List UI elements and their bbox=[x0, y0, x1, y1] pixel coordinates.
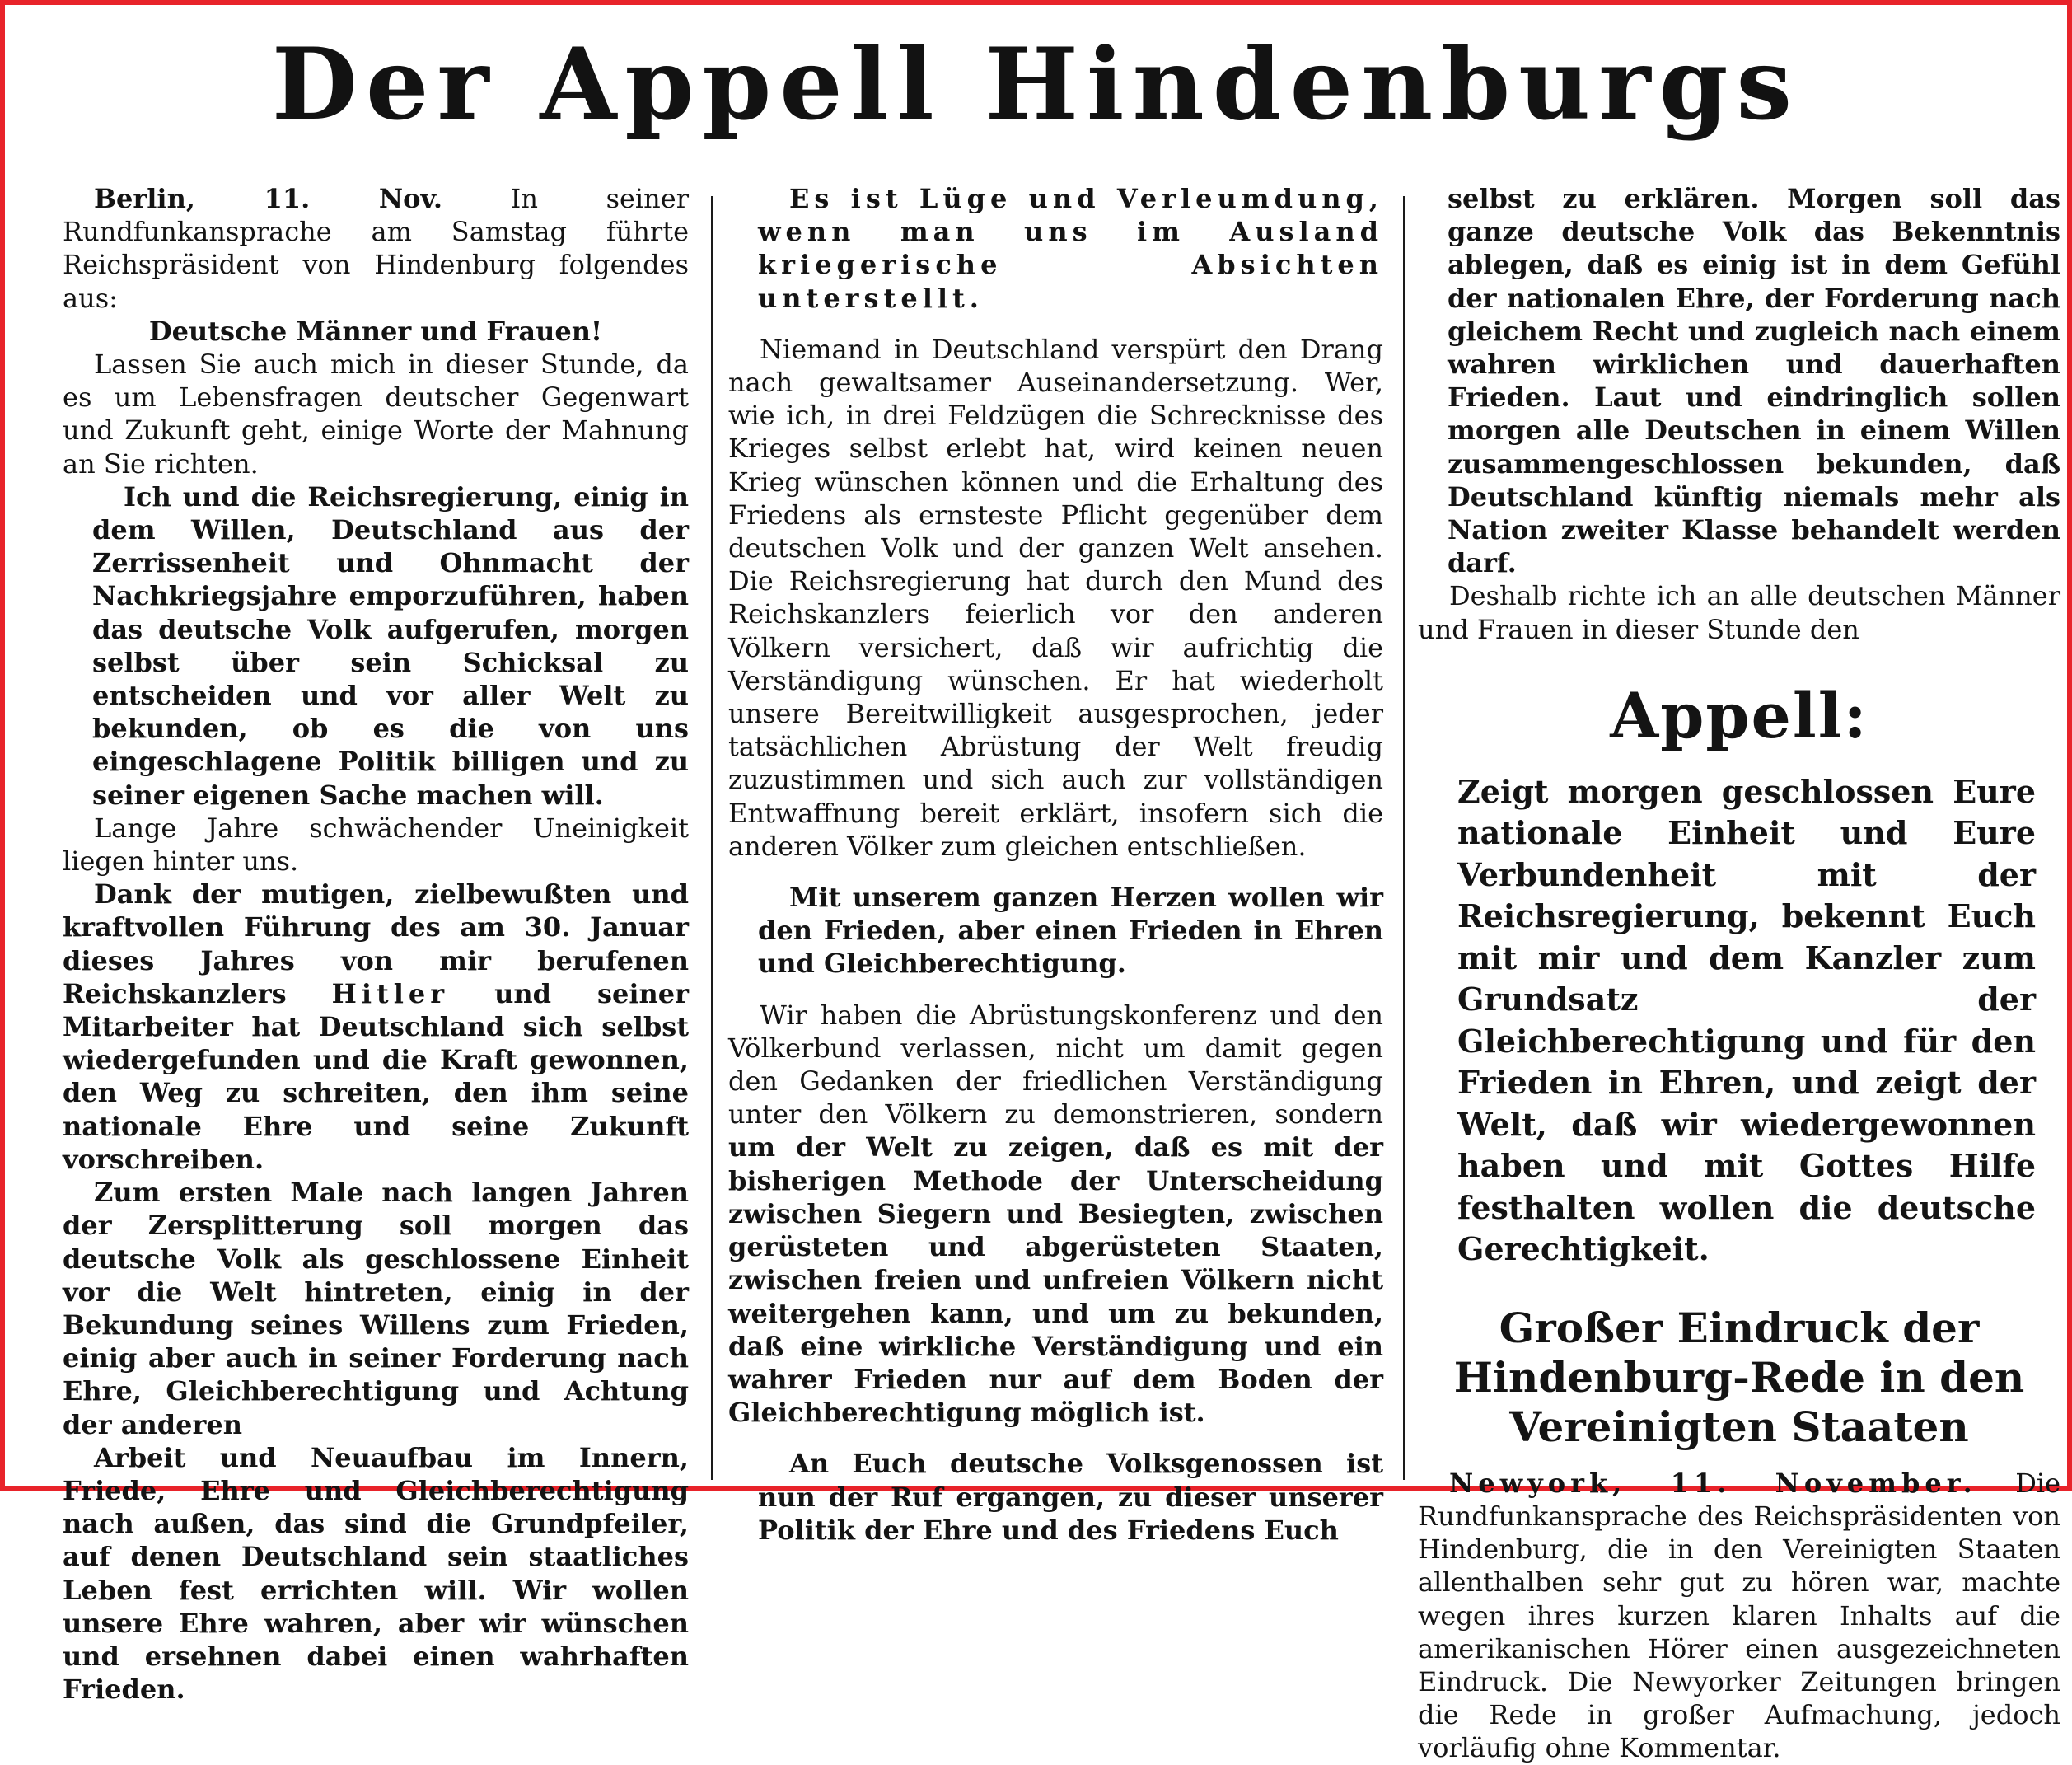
column-1 bbox=[63, 182, 690, 1706]
headline: Der Appell Hindenburgs bbox=[271, 26, 1801, 143]
col2-paragraph-5: An Euch deutsche Volksgenossen ist nun der Ruf ergangen, zu dieser unserer Politik der Ehre und des Friedens Euch bbox=[758, 1448, 1383, 1546]
col1-paragraph-5: Zum ersten Male nach langen Jahren der Zersplitterung soll morgen das deutsche Volk als geschlossene Einheit vor die Welt hintreten, einig in der Bekundung seines Willens zum Frieden, einig aber auch in seiner Forderung nach Ehre, Gleichberechtigung und Achtung der anderen bbox=[63, 1177, 689, 1440]
col1-p4-bold: Dank der mutigen, zielbewußten und kraftvollen Führung des am 30. Januar dieses Jahres von mir berufenen Reichskanzlers bbox=[63, 878, 689, 1009]
col2-paragraph-1: Es ist Lüge und Verleumdung, wenn man uns im Ausland kriegerische Absichten unterstellt. bbox=[758, 183, 1383, 314]
col1-p4-name: Hitler bbox=[331, 977, 450, 1009]
column-3 bbox=[1418, 182, 2061, 1764]
col2-p4-bold: um der Welt zu zeigen, daß es mit der bisherigen Methode der Unterscheidung zwischen Siegern und Besiegten, zwischen gerüsteten und abgerüsteten Staaten, zwischen freien und unfreien Völkern nicht weitergehen kann, und um zu bekunden, daß eine wirkliche Verständigung und ein wahrer Frieden nur auf dem Boden der Gleichberechtigung möglich ist. bbox=[728, 1131, 1383, 1429]
col3-paragraph-2: Deshalb richte ich an alle deutschen Männer und Frauen in dieser Stunde den bbox=[1418, 580, 2060, 645]
col3-paragraph-3 bbox=[1418, 1467, 2060, 1765]
col1-p4-rest: und seiner Mitarbeiter hat Deutschland sich selbst wiedergefunden und die Kraft gewonnen, den Weg zu schreiten, den ihm seine nationale Ehre und seine Zukunft vorschreiben. bbox=[63, 977, 689, 1175]
col1-paragraph-4 bbox=[63, 878, 689, 1176]
col2-p4-text: Wir haben die Abrüstungskonferenz und den Völkerbund verlassen, nicht um damit gegen den Gedanken der friedlichen Verständigung unter den Völkern zu demonstrieren, sondern bbox=[728, 999, 1383, 1131]
col2-paragraph-3: Mit unserem ganzen Herzen wollen wir den Frieden, aber einen Frieden in Ehren und Gleichberechtigung. bbox=[758, 882, 1383, 980]
col3-p3-text: Die Rundfunkansprache des Reichspräsidenten von Hindenburg, die in den Vereinigten Staaten allenthalben sehr gut zu hören war, machte wegen ihres kurzen klaren Inhalts auf die amerikanischen Hörer einen ausgezeichneten Eindruck. Die Newyorker Zeitungen bringen die Rede in großer Aufmachung, jedoch vorläufig ohne Kommentar. bbox=[1418, 1467, 2061, 1764]
spacer bbox=[728, 1429, 1383, 1447]
col1-paragraph-1: Lassen Sie auch mich in dieser Stunde, da es um Lebensfragen deutscher Gegenwart und Zukunft geht, einige Worte der Mahnung an Sie richten. bbox=[63, 349, 689, 480]
spacer bbox=[728, 981, 1383, 999]
dateline: Berlin, 11. Nov. bbox=[94, 183, 443, 214]
spacer bbox=[728, 315, 1383, 333]
col3-paragraph-1: selbst zu erklären. Morgen soll das ganze deutsche Volk das Bekenntnis ablegen, daß es einig ist in dem Gefühl der nationalen Ehre, der Forderung nach gleichem Recht und zugleich nach einem wahren wirklichen und dauerhaften Frieden. Laut und eindringlich sollen morgen alle Deutschen in einem Willen zusammengeschlossen bekunden, daß Deutschland künftig niemals mehr als Nation zweiter Klasse behandelt werden darf. bbox=[1448, 183, 2060, 579]
column-2 bbox=[728, 182, 1383, 1546]
col1-paragraph-3: Lange Jahre schwächender Uneinigkeit liegen hinter uns. bbox=[63, 812, 689, 878]
col1-paragraph-6: Arbeit und Neuaufbau im Innern, Friede, Ehre und Gleichberechtigung nach außen, das sind die Grundpfeiler, auf denen Deutschland sein staatliches Leben fest errichten will. Wir wollen unsere Ehre wahren, aber wir wünschen und ersehnen dabei einen wahrhaften Frieden. bbox=[63, 1441, 689, 1706]
salutation: Deutsche Männer und Frauen! bbox=[148, 315, 603, 347]
intro-paragraph bbox=[63, 182, 689, 315]
appell-text: Zeigt morgen geschlossen Eure nationale Einheit und Eure Verbundenheit mit der Reichsregierung, bekennt Euch mit mir und dem Kanzler zum Grundsatz der Gleichberechtigung und für den Frieden in Ehren, und zeigt der Welt, daß wir wiedergewonnen haben und mit Gottes Hilfe festhalten wollen die deutsche Gerechtigkeit. bbox=[1457, 772, 2036, 1268]
col2-paragraph-4 bbox=[728, 999, 1383, 1430]
appell-title: Appell: bbox=[1610, 678, 1869, 752]
intro-text: In seiner Rundfunkansprache am Samstag führte Reichspräsident von Hindenburg folgendes aus: bbox=[63, 183, 690, 314]
col2-paragraph-2: Niemand in Deutschland verspürt den Drang nach gewaltsamer Auseinandersetzung. Wer, wie ich, in drei Feldzügen die Schrecknisse des Krieges selbst erlebt hat, wird keinen neuen Krieg wünschen können und die Erhaltung des Friedens als ernsteste Pflicht gegenüber dem deutschen Volk und der ganzen Welt ansehen. Die Reichsregierung hat durch den Mund des Reichskanzlers feierlich vor den anderen Völkern versichert, daß wir aufrichtig die Verständigung wünschen. Er hat wiederholt unsere Bereitwilligkeit ausgesprochen, jeder tatsächlichen Abrüstung der Welt freudig zuzustimmen und sich auch zur vollständigen Entwaffnung bereit erklärt, insofern sich die anderen Völker zum gleichen entschließen. bbox=[728, 333, 1383, 862]
column-rule-2 bbox=[1403, 196, 1405, 1480]
col1-paragraph-2: Ich und die Reichsregierung, einig in dem Willen, Deutschland aus der Zerrissenheit und Ohnmacht der Nachkriegsjahre emporzuführen, haben das deutsche Volk aufgerufen, morgen selbst über sein Schicksal zu entscheiden und vor aller Welt zu bekunden, ob es die von uns eingeschlagene Politik billigen und zu seiner eigenen Sache machen will. bbox=[92, 480, 689, 811]
dateline-2: Newyork, 11. November. bbox=[1449, 1467, 1977, 1499]
spacer bbox=[728, 863, 1383, 881]
column-rule-1 bbox=[711, 196, 713, 1480]
subheadline: Großer Eindruck der Hindenburg-Rede in den Vereinigten Staaten bbox=[1453, 1303, 2025, 1451]
